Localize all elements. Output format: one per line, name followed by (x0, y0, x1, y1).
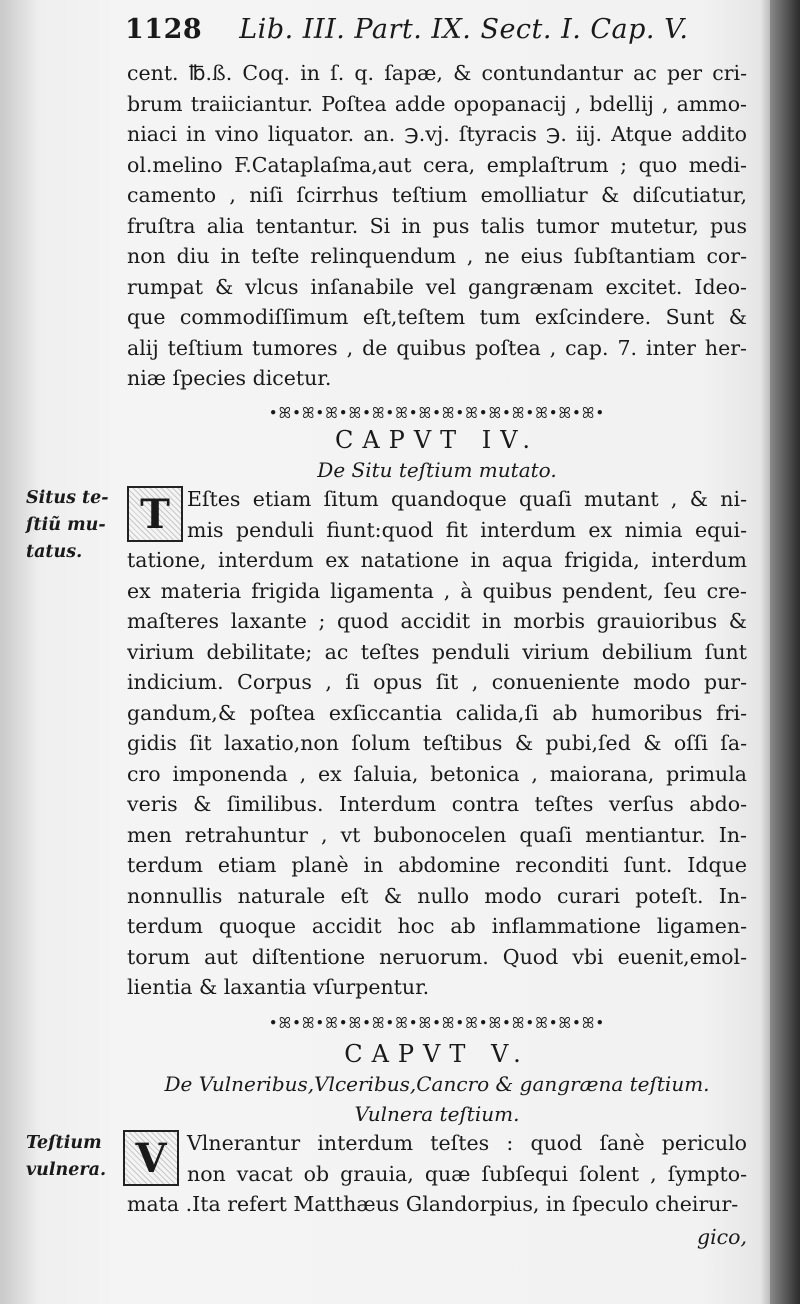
text-line: camento , niſi ſcirrhus teſtium emolliatur & diſcutiatur, (127, 183, 747, 207)
text-line: Eſtes etiam ſitum quandoque quaſi mutant , & ni- (187, 487, 747, 511)
chapter-4-subtitle: De Situ teſtium mutato. (317, 458, 557, 482)
catchword: gico, (696, 1225, 747, 1249)
text-line: torum aut diſtentione neruorum. Quod vbi euenit,emol- (127, 944, 747, 969)
text-line: mata .Ita refert Matthæus Glandorpius, in ſpeculo cheirur- (127, 1192, 739, 1216)
chapter-4-margin-note: Situs te-ſtiũ mu-tatus. (26, 488, 109, 562)
chapter-4-paragraph (127, 484, 747, 1003)
book-spine-shadow (770, 0, 800, 1304)
text-line: niaci in vino liquator. an. ℈.vj. ſtyracis ℈. iij. Atque addito (127, 122, 747, 146)
text-line: mis penduli fiunt:quod fit interdum ex nimia equi- (187, 517, 747, 542)
text-line: non vacat ob grauia, quæ ſubſequi ſolent , ſympto- (187, 1161, 747, 1186)
text-line: tatione, interdum ex natatione in aqua frigida, interdum (127, 548, 747, 572)
ornament-divider: •ꕤ•ꕤ•ꕤ•ꕤ•ꕤ•ꕤ•ꕤ•ꕤ•ꕤ•ꕤ•ꕤ•ꕤ•ꕤ•ꕤ• (268, 404, 606, 422)
text-line: lientia & laxantia vſurpentur. (127, 975, 430, 999)
text-line: men retrahuntur , vt bubonocelen quaſi mentiantur. In- (127, 822, 747, 847)
text-line: brum traiiciantur. Poſtea adde opopanacij , bdellij , ammo- (127, 91, 747, 116)
text-line: nonnullis naturale eſt & nullo modo curari poteſt. In- (127, 883, 747, 908)
drop-cap-v: V (123, 1130, 179, 1186)
running-head (125, 14, 745, 45)
ornament-divider: •ꕤ•ꕤ•ꕤ•ꕤ•ꕤ•ꕤ•ꕤ•ꕤ•ꕤ•ꕤ•ꕤ•ꕤ•ꕤ•ꕤ• (268, 1014, 606, 1032)
chapter-5-subtitle: De Vulneribus,Vlceribus,Cancro & gangræna teſtium. (164, 1072, 710, 1096)
text-line: maſteres laxante ; quod accidit in morbis grauioribus & (127, 609, 747, 633)
text-line: Vlnerantur interdum teſtes : quod ſanè periculo (187, 1131, 747, 1155)
text-line: veris & ſimilibus. Interdum contra teſtes verſus abdo- (127, 792, 747, 816)
drop-cap-t: T (127, 486, 183, 542)
text-line: ex materia frigida ligamenta , à quibus pendent, ſeu cre- (127, 578, 747, 603)
text-line: gandum,& poſtea exſiccantia calida,ſi ab humoribus fri- (127, 700, 747, 725)
text-line: niæ ſpecies dicetur. (127, 366, 332, 390)
text-line: non diu in teſte relinquendum , ne eius ſubſtantiam cor- (127, 244, 747, 268)
chapter-5-heading: CAPVT V. (344, 1040, 530, 1068)
chapter-5-margin-note: Teſtium vulnera. (26, 1133, 107, 1180)
chapter-5-section-title: Vulnera teſtium. (354, 1102, 520, 1126)
continuation-paragraph (127, 58, 747, 394)
text-line: cent. ℔.ß. Coq. in ſ. q. ſapæ, & contundantur ac per cri- (127, 61, 747, 85)
chapter-4-heading: CAPVT IV. (334, 426, 540, 454)
text-line: rumpat & vlcus inſanabile vel gangrænam excitet. Ideo- (127, 274, 747, 299)
chapter-5-paragraph (127, 1128, 747, 1220)
text-line: ol.melino F.Cataplaſma,aut cera, emplaſtrum ; quo medi- (127, 152, 747, 177)
text-line: virium debilitate; ac teſtes penduli virium debilium ſunt (127, 639, 747, 664)
page-number: 1128 (125, 14, 203, 45)
text-line: alij teſtium tumores , de quibus poſtea , cap. 7. inter her- (127, 335, 747, 360)
text-line: terdum etiam planè in abdomine reconditi ſunt. Idque (127, 853, 747, 877)
text-line: indicium. Corpus , ſi opus ſit , conueniente modo pur- (127, 670, 747, 694)
text-line: terdum quoque accidit hoc ab inflammatione ligamen- (127, 914, 747, 938)
text-line: fruſtra alia tentantur. Si in pus talis tumor mutetur, pus (127, 213, 747, 238)
running-title: Lib. III. Part. IX. Sect. I. Cap. V. (239, 14, 689, 45)
text-line: que commodiſſimum eſt,teſtem tum exſcindere. Sunt & (127, 305, 747, 329)
text-line: cro imponenda , ex ſaluia, betonica , maiorana, primula (127, 761, 747, 786)
text-line: gidis ſit laxatio,non ſolum teſtibus & pubi,ſed & oſſi ſa- (127, 731, 747, 755)
